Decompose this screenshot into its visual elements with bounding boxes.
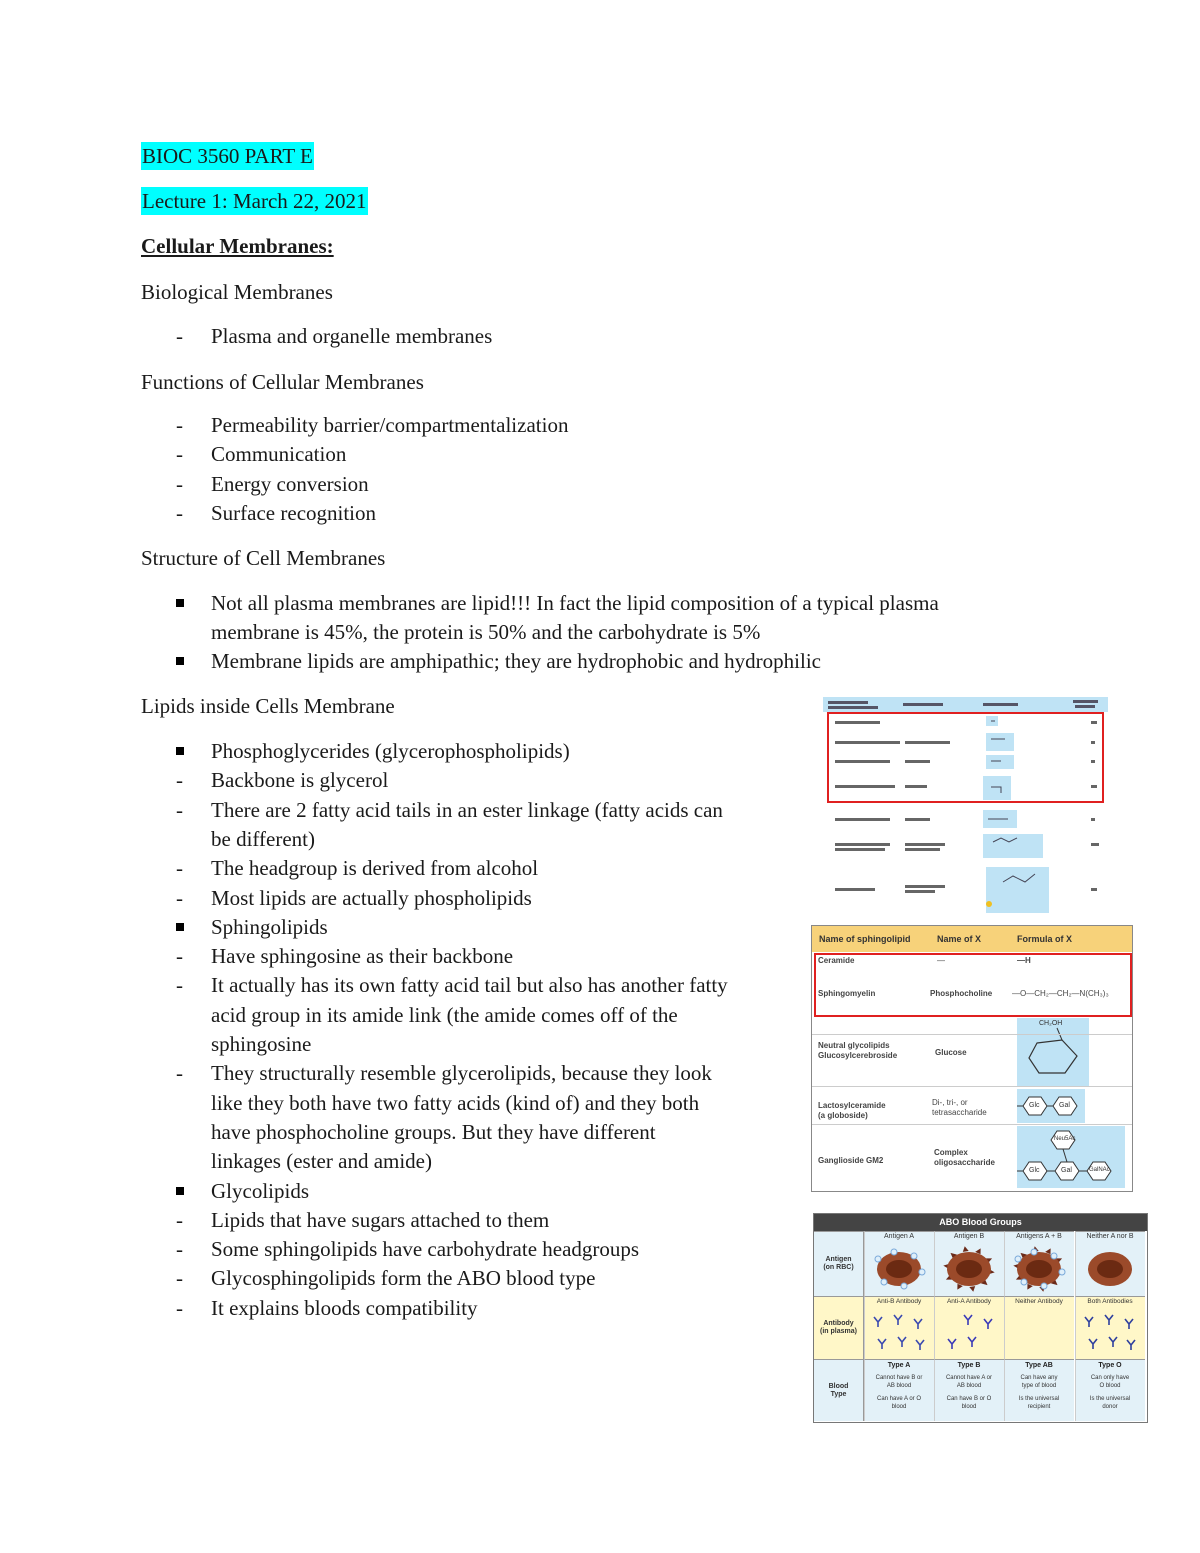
glucose-structure [1017,1018,1089,1086]
ganglioside-structure [1017,1126,1125,1188]
square-bullet-icon [176,737,206,766]
table-cell: —H [1017,956,1031,965]
lecture-date-text: Lecture 1: March 22, 2021 [142,189,367,213]
list-item-text: The headgroup is derived from alcohol [211,856,539,881]
dash-marker: - [176,501,183,525]
list-item-text: have phosphocholine groups. But they have different [211,1119,656,1144]
blood-type-note: Can have any [1020,1375,1058,1381]
list-item-text: Backbone is glycerol [211,768,389,793]
square-bullet-icon [176,589,206,618]
list-item-text: It explains bloods compatibility [211,1295,478,1320]
highlight-box [814,953,1132,1017]
table-row: Lactosylceramide (a globoside) [818,1101,886,1120]
table-cell: —O—CH₂—CH₂—N(CH₃)₃ [1012,989,1109,998]
dash-marker: - [176,413,183,437]
dash-marker: - [176,768,183,793]
blood-type-note: type of blood [1021,1383,1057,1389]
table-row: Ceramide [818,956,855,965]
blood-type-note: recipient [1027,1404,1051,1410]
list-item-text: acid group in its amide link (the amide comes off of the [211,1002,678,1027]
list-item-text: linkages (ester and amide) [211,1149,432,1174]
table-cell: Di-, tri-, or tetrasaccharide [932,1098,987,1117]
dash-marker: - [176,944,183,969]
list-item-text: Plasma and organelle membranes [211,324,493,348]
table-row: Ganglioside GM2 [818,1156,884,1165]
antibody-label: Both Antibodies [1087,1298,1133,1305]
dash-marker: - [176,1237,183,1262]
dash-marker: - [176,1295,183,1320]
table-cell: — [937,956,945,965]
blood-type-note: AB blood [886,1383,912,1389]
blood-type-note: Can have A or O [876,1396,922,1402]
row-label: Blood Type [814,1359,864,1421]
blood-type-name: Type O [1098,1362,1122,1369]
antibody-label: Anti-B Antibody [876,1298,922,1305]
gal-label: Gal [1061,1167,1072,1174]
table-row: Sphingomyelin [818,989,876,998]
list-item-text: Energy conversion [211,472,369,496]
list-item-text: sphingosine [211,1032,312,1056]
glucose-ring-image [1017,1018,1089,1086]
dash-marker: - [176,1207,183,1232]
list-item-text: They structurally resemble glycerolipids, because they look [211,1061,712,1086]
heading-structure: Structure of Cell Membranes [141,546,386,570]
list-item-text: Some sphingolipids have carbohydrate headgroups [211,1237,640,1262]
column-header: Name of sphingolipid [819,934,911,944]
row-label: Antibody (in plasma) [814,1296,864,1359]
dash-marker: - [176,442,183,466]
list-item-text: Most lipids are actually phospholipids [211,885,532,910]
list-item-text: Sphingolipids [211,914,328,939]
list-item-text: It actually has its own fatty acid tail but also has another fatty [211,973,728,998]
course-title-text: BIOC 3560 PART E [142,144,313,168]
glycerophospholipid-figure [823,697,1108,917]
abo-blood-groups-table [813,1213,1148,1423]
antibody-label: Anti-A Antibody [946,1298,992,1305]
blood-type-note: Cannot have A or [945,1375,993,1381]
abo-title: ABO Blood Groups [814,1214,1147,1231]
gal-label: Gal [1059,1102,1070,1109]
red-blood-cell-icon [1004,1244,1074,1294]
dash-marker: - [176,973,183,998]
blood-type-note: blood [891,1404,907,1410]
table-cell [1004,1296,1074,1359]
dash-marker: - [176,856,183,881]
blood-type-note: O blood [1099,1383,1121,1389]
row-label: Antigen (on RBC) [814,1231,864,1296]
glc-label: Glc [1029,1167,1040,1174]
lecture-date [141,188,368,214]
section-title: Cellular Membranes: [141,234,334,258]
glucose-label: CH₂OH [1039,1020,1063,1027]
antibody-icon [934,1309,1004,1357]
list-item-text: Glycosphingolipids form the ABO blood type [211,1266,596,1291]
glc-label: Glc [1029,1102,1040,1109]
blood-type-note: Can only have [1090,1375,1130,1381]
column-header: Antigens A + B [1016,1233,1062,1240]
list-item-text: like they both have two fatty acids (kind of) and they both [211,1090,700,1115]
column-header: Antigen B [953,1233,985,1240]
list-item-text: Have sphingosine as their backbone [211,944,514,969]
table-cell: Complex oligosaccharide [934,1148,995,1167]
dash-marker: - [176,472,183,496]
sphingolipid-table [811,925,1133,1192]
blood-type-note: Is the universal [1089,1396,1131,1402]
list-item-text: Membrane lipids are amphipathic; they are hydrophobic and hydrophilic [211,649,821,673]
table-row: Neutral glycolipids Glucosylcerebroside [818,1041,898,1060]
antibody-label: Neither Antibody [1015,1298,1063,1305]
list-item-text: Permeability barrier/compartmentalization [211,413,569,437]
red-blood-cell-icon [864,1244,934,1294]
table-cell: Phosphocholine [930,989,993,998]
blood-type-name: Type B [957,1362,981,1369]
list-item-text: Lipids that have sugars attached to them [211,1207,550,1232]
list-item-text: There are 2 fatty acid tails in an ester linkage (fatty acids can [211,797,723,822]
column-header: Antigen A [884,1233,914,1240]
lactosyl-structure [1017,1089,1085,1123]
heading-biological: Biological Membranes [141,280,333,304]
red-blood-cell-icon [934,1244,1004,1294]
blood-type-note: AB blood [956,1383,982,1389]
galnac-label: GalNAc [1089,1167,1110,1173]
glycerophospholipid-table-image [823,697,1108,917]
blood-type-note: Is the universal [1018,1396,1060,1402]
dash-marker: - [176,324,183,348]
blood-type-name: Type A [887,1362,911,1369]
dash-marker: - [176,1266,183,1291]
heading-functions: Functions of Cellular Membranes [141,370,424,394]
table-cell: Glucose [935,1048,967,1057]
square-bullet-icon [176,913,206,942]
dash-marker: - [176,797,183,822]
neu5ac-label: Neu5Ac [1054,1136,1076,1142]
list-item-text: Communication [211,442,347,466]
column-header: Name of X [937,934,982,944]
list-item-text: Glycolipids [211,1178,309,1203]
list-item-text: membrane is 45%, the protein is 50% and the carbohydrate is 5% [211,620,761,644]
square-bullet-icon [176,647,206,676]
course-title [141,143,314,169]
list-item-text: Phosphoglycerides (glycerophospholipids) [211,739,570,763]
list-item-text: Not all plasma membranes are lipid!!! In fact the lipid composition of a typical plasma [211,591,939,615]
blood-type-note: blood [961,1404,977,1410]
list-item-text: Surface recognition [211,501,377,525]
square-bullet-icon [176,1177,206,1206]
blood-type-note: Cannot have B or [875,1375,923,1381]
column-header: Formula of X [1017,934,1073,944]
list-item-text: be different) [211,826,315,851]
blood-type-name: Type AB [1025,1362,1053,1369]
heading-lipids: Lipids inside Cells Membrane [141,694,395,718]
antibody-icon [864,1309,934,1357]
dash-marker: - [176,885,183,910]
blood-type-note: donor [1102,1404,1118,1410]
column-header: Neither A nor B [1086,1233,1134,1240]
dash-marker: - [176,1061,183,1086]
blood-type-note: Can have B or O [946,1396,992,1402]
lactosyl-hexagons-image [1017,1089,1085,1123]
sphingolipid-table-header [812,926,1132,952]
red-blood-cell-icon [1075,1244,1145,1294]
antibody-icon [1075,1309,1145,1357]
